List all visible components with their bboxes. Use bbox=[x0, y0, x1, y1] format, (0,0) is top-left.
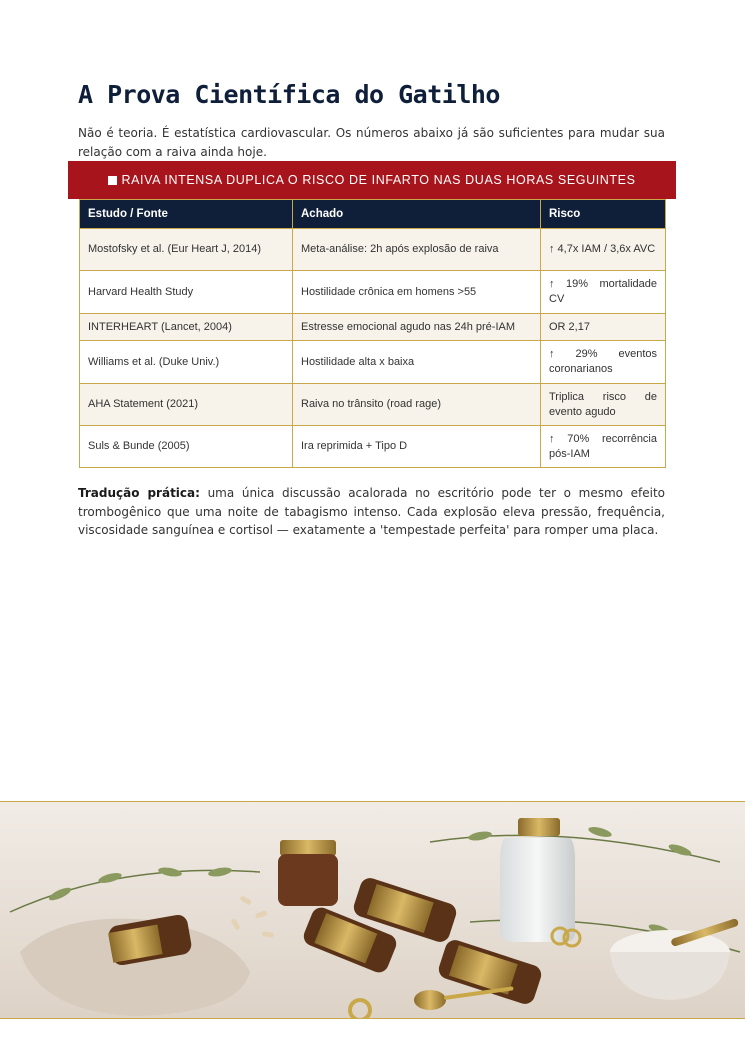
cell-source: AHA Statement (2021) bbox=[80, 384, 293, 426]
cell-finding: Hostilidade crônica em homens >55 bbox=[293, 271, 541, 314]
square-bullet-icon bbox=[108, 176, 117, 185]
cell-source: Williams et al. (Duke Univ.) bbox=[80, 341, 293, 384]
page-title: A Prova Científica do Gatilho bbox=[78, 80, 500, 109]
practical-note bbox=[78, 484, 665, 540]
cell-risk: Triplica risco de evento agudo bbox=[541, 384, 666, 426]
cell-finding: Raiva no trânsito (road rage) bbox=[293, 384, 541, 426]
cell-finding: Hostilidade alta x baixa bbox=[293, 341, 541, 384]
intro-paragraph: Não é teoria. É estatística cardiovascular. Os números abaixo já são suficientes para mudar sua relação com a raiva ainda hoje. bbox=[78, 126, 665, 159]
alert-banner bbox=[68, 161, 676, 199]
study-table bbox=[79, 199, 666, 468]
cell-risk: OR 2,17 bbox=[541, 314, 666, 341]
cell-risk: ↑ 4,7x IAM / 3,6x AVC bbox=[541, 229, 666, 271]
table-row bbox=[80, 229, 666, 271]
header-source: Estudo / Fonte bbox=[80, 200, 293, 229]
product-photo-illustration bbox=[0, 802, 745, 1018]
cell-source: INTERHEART (Lancet, 2004) bbox=[80, 314, 293, 341]
table-row bbox=[80, 426, 666, 468]
practical-note-text: uma única discussão acalorada no escritório pode ter o mesmo efeito trombogênico que uma noite de tabagismo intenso. Cada explosão eleva pressão, frequência, viscosidade sanguínea e cortisol — exatamente a 'tempestade perfeita' para romper uma placa. bbox=[78, 486, 665, 537]
cell-source: Harvard Health Study bbox=[80, 271, 293, 314]
cell-source: Mostofsky et al. (Eur Heart J, 2014) bbox=[80, 229, 293, 271]
table-row bbox=[80, 271, 666, 314]
cell-finding: Meta-análise: 2h após explosão de raiva bbox=[293, 229, 541, 271]
cell-risk: ↑ 29% eventos coronarianos bbox=[541, 341, 666, 384]
cell-source: Suls & Bunde (2005) bbox=[80, 426, 293, 468]
table-header-row bbox=[80, 200, 666, 229]
table-row bbox=[80, 384, 666, 426]
alert-banner-text: RAIVA INTENSA DUPLICA O RISCO DE INFARTO NAS DUAS HORAS SEGUINTES bbox=[121, 173, 636, 187]
product-photo bbox=[0, 801, 745, 1019]
cell-risk: ↑ 19% mortalidade CV bbox=[541, 271, 666, 314]
practical-note-label: Tradução prática: bbox=[78, 486, 200, 500]
cell-finding: Ira reprimida + Tipo D bbox=[293, 426, 541, 468]
header-risk: Risco bbox=[541, 200, 666, 229]
table-row bbox=[80, 314, 666, 341]
cell-risk: ↑ 70% recorrência pós-IAM bbox=[541, 426, 666, 468]
header-finding: Achado bbox=[293, 200, 541, 229]
cell-finding: Estresse emocional agudo nas 24h pré-IAM bbox=[293, 314, 541, 341]
table-row bbox=[80, 341, 666, 384]
